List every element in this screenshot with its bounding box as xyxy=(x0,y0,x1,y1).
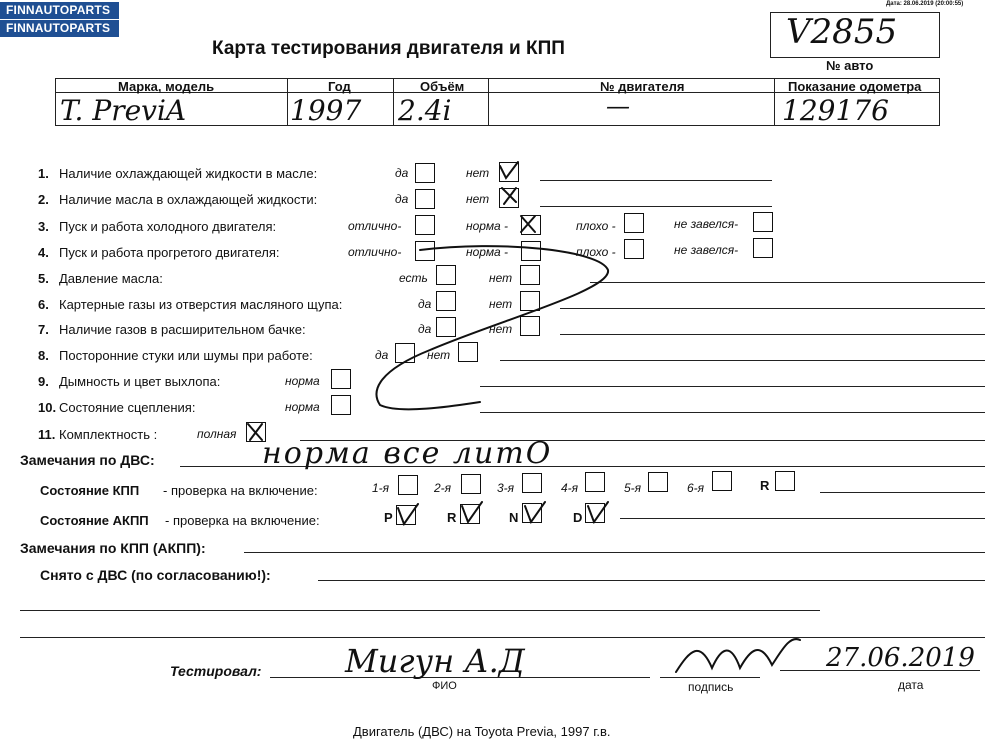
kpp-label: Состояние КПП xyxy=(40,483,140,498)
form-title: Карта тестирования двигателя и КПП xyxy=(212,38,565,59)
car-number-label: № авто xyxy=(826,58,874,73)
gear-label: R xyxy=(760,478,770,493)
option-label: да xyxy=(375,348,389,362)
gear-label: 2-я xyxy=(434,481,452,495)
signature-mark xyxy=(676,639,800,672)
option-label: нет xyxy=(466,192,490,206)
remarks-kpp-label: Замечания по КПП (АКПП): xyxy=(20,540,206,556)
option-label: норма - xyxy=(466,245,509,259)
tester-name: Мигун А.Д xyxy=(345,642,525,680)
kpp-suffix: - проверка на включение: xyxy=(163,483,318,498)
item-label: Картерные газы из отверстия масляного щупа: xyxy=(59,297,343,312)
option-label: нет xyxy=(427,348,451,362)
option-label: плохо - xyxy=(576,219,616,233)
date-caption: дата xyxy=(898,678,924,692)
option-label: нет xyxy=(489,297,513,311)
check-mark xyxy=(521,216,535,232)
gear-label: 5-я xyxy=(624,481,642,495)
mode-label: R xyxy=(447,510,457,525)
check-mark xyxy=(398,504,418,524)
akpp-label: Состояние АКПП xyxy=(40,513,149,528)
gear-label: 6-я xyxy=(687,481,705,495)
car-number-value: V2855 xyxy=(786,12,898,52)
check-mark xyxy=(588,502,608,522)
mode-label: D xyxy=(573,510,583,525)
col-header-volume: Объём xyxy=(420,79,465,94)
image-caption: Двигатель (ДВС) на Toyota Previa, 1997 г.в. xyxy=(353,724,611,739)
item-number: 2. xyxy=(38,192,49,207)
watermark-logo: FINNAUTOPARTS xyxy=(0,20,119,37)
item-number: 8. xyxy=(38,348,49,363)
option-label: да xyxy=(418,297,432,311)
item-number: 6. xyxy=(38,297,49,312)
tested-label: Тестировал: xyxy=(170,663,262,679)
col-header-odometer: Показание одометра xyxy=(788,79,922,94)
name-caption: ФИО xyxy=(432,680,457,692)
option-label: да xyxy=(395,166,409,180)
option-label: не завелся- xyxy=(674,217,739,231)
item-number: 5. xyxy=(38,271,49,286)
test-date: 27.06.2019 xyxy=(826,643,975,673)
col-header-engine-no: № двигателя xyxy=(600,79,685,94)
option-label: плохо - xyxy=(576,245,616,259)
value-engine-no: — xyxy=(606,92,630,120)
value-odometer: 129176 xyxy=(782,94,889,127)
date-stamp: Дата: 28.06.2019 (20:00:55) xyxy=(886,1,964,7)
item-number: 7. xyxy=(38,322,49,337)
watermark-logo: FINNAUTOPARTS xyxy=(0,2,119,19)
mode-label: P xyxy=(384,510,393,525)
option-label: норма xyxy=(285,400,320,414)
check-mark xyxy=(248,424,262,440)
option-label: отлично- xyxy=(348,219,402,233)
akpp-suffix: - проверка на включение: xyxy=(165,513,320,528)
check-mark xyxy=(502,188,516,204)
option-label: полная xyxy=(197,427,237,441)
option-label: да xyxy=(395,192,409,206)
option-label: отлично- xyxy=(348,245,402,259)
option-label: норма - xyxy=(466,219,509,233)
option-label: нет xyxy=(466,166,490,180)
option-label: да xyxy=(418,322,432,336)
gear-label: 4-я xyxy=(561,481,579,495)
item-label: Наличие охлаждающей жидкости в масле: xyxy=(59,166,318,181)
item-label: Давление масла: xyxy=(59,271,163,286)
signature-caption: подпись xyxy=(688,680,734,694)
item-number: 11. xyxy=(38,427,56,442)
value-model: T. PreviA xyxy=(60,94,187,127)
remarks-dvs-value: норма все литО xyxy=(262,436,553,471)
item-number: 1. xyxy=(38,166,49,181)
option-label: нет xyxy=(489,271,513,285)
value-volume: 2.4i xyxy=(398,94,452,127)
gear-label: 3-я xyxy=(497,481,515,495)
item-label: Наличие масла в охлаждающей жидкости: xyxy=(59,192,318,207)
option-label: норма xyxy=(285,374,320,388)
check-mark xyxy=(462,502,482,522)
option-label: нет xyxy=(489,322,513,336)
gear-label: 1-я xyxy=(372,481,390,495)
check-mark xyxy=(525,502,545,522)
item-number: 9. xyxy=(38,374,49,389)
mode-label: N xyxy=(509,510,519,525)
item-label: Наличие газов в расширительном бачке: xyxy=(59,322,306,337)
col-header-model: Марка, модель xyxy=(118,79,215,94)
col-header-year: Год xyxy=(328,79,351,94)
item-label: Пуск и работа холодного двигателя: xyxy=(59,219,277,234)
item-number: 3. xyxy=(38,219,49,234)
check-mark xyxy=(500,162,518,178)
item-label: Пуск и работа прогретого двигателя: xyxy=(59,245,280,260)
value-year: 1997 xyxy=(290,94,362,127)
item-number: 4. xyxy=(38,245,49,260)
strike-through-mark xyxy=(377,246,609,409)
item-label: Дымность и цвет выхлопа: xyxy=(59,374,221,389)
item-label: Посторонние стуки или шумы при работе: xyxy=(59,348,313,363)
option-label: есть xyxy=(399,271,428,285)
option-label: не завелся- xyxy=(674,243,739,257)
item-number: 10. xyxy=(38,400,57,415)
item-label: Комплектность : xyxy=(59,427,158,442)
removed-label: Снято с ДВС (по согласованию!): xyxy=(40,567,271,583)
remarks-dvs-label: Замечания по ДВС: xyxy=(20,452,155,468)
item-label: Состояние сцепления: xyxy=(59,400,196,415)
